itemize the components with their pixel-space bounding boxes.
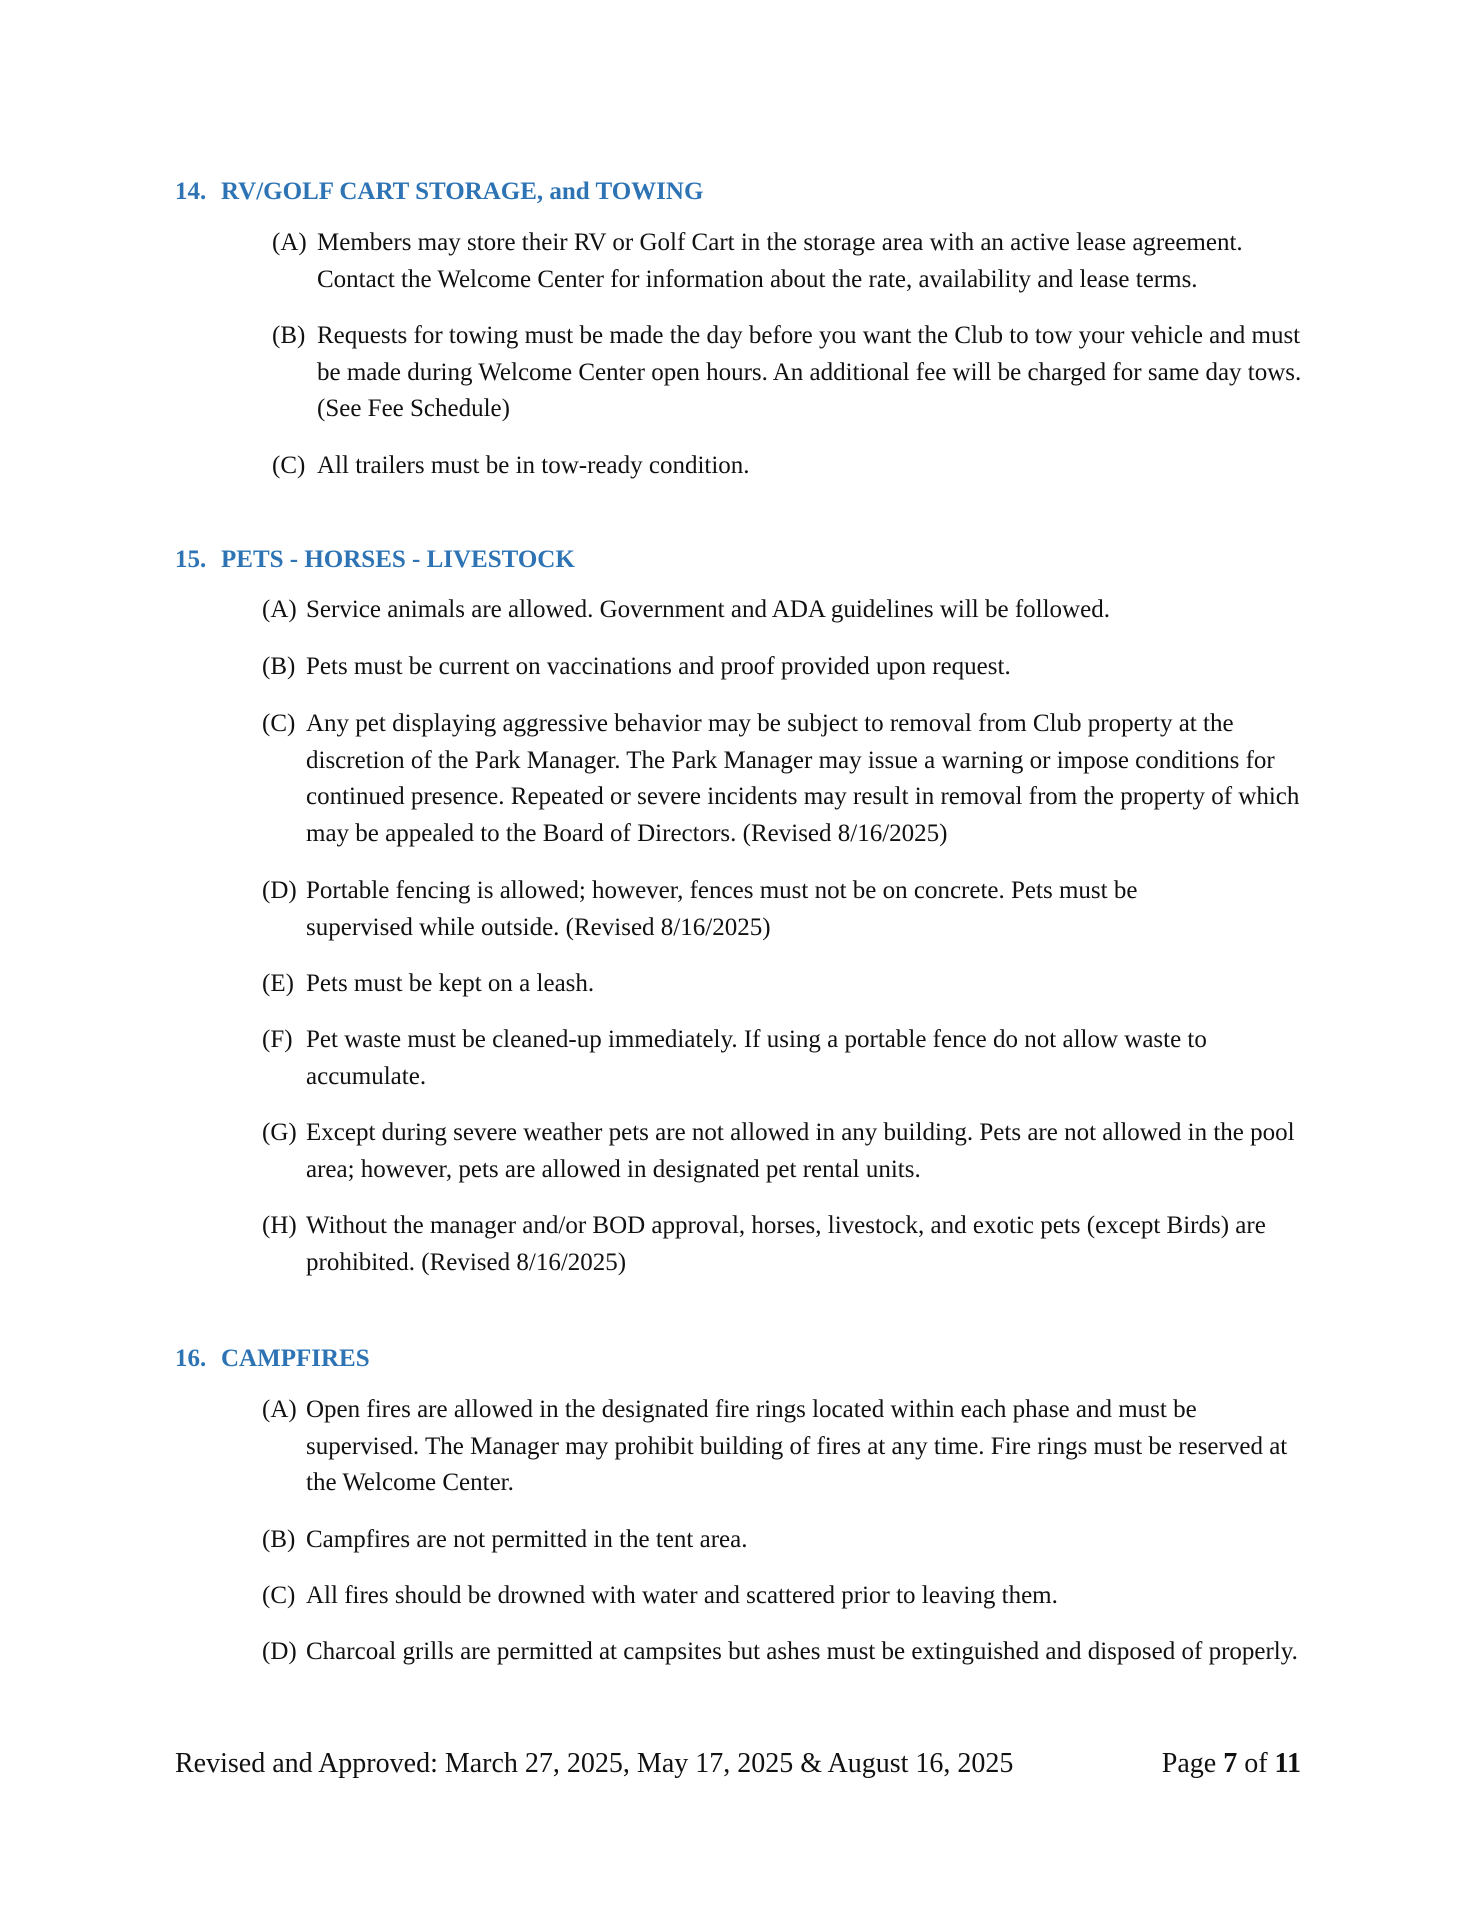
item-marker: (C): [262, 1582, 296, 1609]
item-marker: (D): [262, 877, 297, 904]
list-item: [262, 1522, 1322, 1559]
page-current: 7: [1223, 1748, 1238, 1779]
item-marker: (B): [262, 1526, 296, 1553]
section-16-heading: [175, 1345, 370, 1373]
item-marker: (B): [272, 322, 306, 349]
item-text: Pets must be current on vaccinations and proof provided upon request.: [306, 653, 1011, 680]
item-text: Without the manager and/or BOD approval, horses, livestock, and exotic pets (except Birds) are prohibited. (Revised 8/16/2025): [306, 1212, 1266, 1276]
item-marker: (A): [272, 229, 307, 256]
list-item: [262, 592, 1322, 629]
section-14-heading: [175, 178, 703, 206]
list-item: [272, 225, 1322, 298]
list-item: [262, 1208, 1322, 1281]
item-marker: (C): [272, 452, 306, 479]
item-text: All trailers must be in tow-ready condition.: [317, 452, 750, 479]
list-item: [262, 1578, 1322, 1615]
item-text: Charcoal grills are permitted at campsites but ashes must be extinguished and disposed of properly.: [306, 1638, 1298, 1665]
section-number: 15.: [175, 546, 207, 573]
list-item: [262, 1634, 1322, 1671]
item-marker: (G): [262, 1119, 297, 1146]
list-item: [262, 1115, 1322, 1188]
section-title: PETS - HORSES - LIVESTOCK: [221, 546, 575, 573]
section-title: RV/GOLF CART STORAGE, and TOWING: [221, 178, 704, 205]
item-marker: (E): [262, 970, 294, 997]
item-text: Except during severe weather pets are not allowed in any building. Pets are not allowed in the pool area; however, pets are allowed in designated pet rental units.: [306, 1119, 1295, 1183]
list-item: [262, 649, 1322, 686]
list-item: [262, 1392, 1322, 1502]
item-text: Pets must be kept on a leash.: [306, 970, 595, 997]
item-text: All fires should be drowned with water and scattered prior to leaving them.: [306, 1582, 1058, 1609]
section-number: 14.: [175, 178, 207, 205]
section-15-heading: [175, 546, 575, 574]
list-item: [262, 873, 1322, 946]
list-item: [262, 1022, 1322, 1095]
item-marker: (A): [262, 1396, 297, 1423]
page-total: 11: [1274, 1748, 1301, 1779]
item-marker: (A): [262, 596, 297, 623]
footer-revision: Revised and Approved: March 27, 2025, May 17, 2025 & August 16, 2025: [175, 1748, 1014, 1779]
of-label: of: [1244, 1748, 1268, 1779]
item-marker: (D): [262, 1638, 297, 1665]
page-label: Page: [1161, 1748, 1217, 1779]
section-title: CAMPFIRES: [221, 1345, 370, 1372]
list-item: [262, 706, 1322, 852]
item-marker: (C): [262, 710, 296, 737]
item-text: Service animals are allowed. Government and ADA guidelines will be followed.: [306, 596, 1110, 623]
list-item: [272, 448, 1322, 485]
list-item: [262, 966, 1322, 1003]
footer-page-number: [1162, 1748, 1301, 1780]
item-text: Pet waste must be cleaned-up immediately. If using a portable fence do not allow waste to accumulate.: [306, 1026, 1207, 1090]
item-text: Portable fencing is allowed; however, fences must not be on concrete. Pets must be supervised while outside. (Revised 8/16/2025): [306, 877, 1138, 941]
item-text: Members may store their RV or Golf Cart in the storage area with an active lease agreement. Contact the Welcome Center for information about the rate, availability and lease terms.: [317, 229, 1243, 293]
item-text: Requests for towing must be made the day before you want the Club to tow your vehicle and must be made during Welcome Center open hours. An additional fee will be charged for same day tows. (See Fee Schedule): [317, 322, 1302, 422]
item-marker: (H): [262, 1212, 297, 1239]
item-text: Campfires are not permitted in the tent area.: [306, 1526, 748, 1553]
item-marker: (B): [262, 653, 296, 680]
item-text: Open fires are allowed in the designated fire rings located within each phase and must be supervised. The Manager may prohibit building of fires at any time. Fire rings must be reserved at the Welcome Center.: [306, 1396, 1288, 1496]
item-marker: (F): [262, 1026, 293, 1053]
item-text: Any pet displaying aggressive behavior may be subject to removal from Club property at the discretion of the Park Manager. The Park Manager may issue a warning or impose conditions for continued presence. Repeated or severe incidents may result in removal from the property of which may be appealed to the Board of Directors. (Revised 8/16/2025): [306, 710, 1300, 847]
section-number: 16.: [175, 1345, 207, 1372]
list-item: [272, 318, 1322, 428]
